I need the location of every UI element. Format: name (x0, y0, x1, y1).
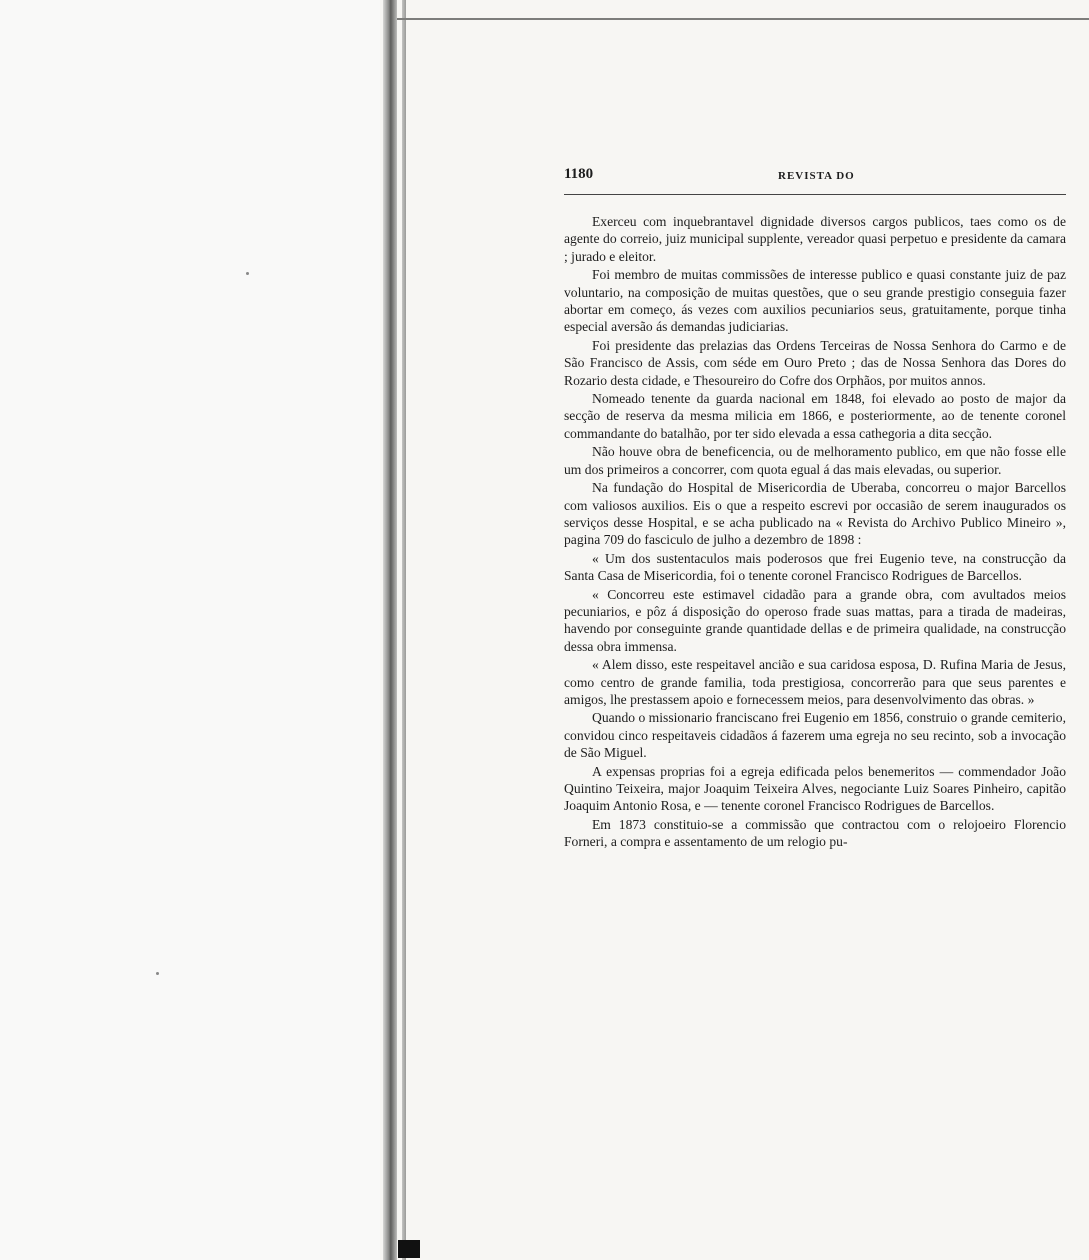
paragraph: Quando o missionario franciscano frei Eugenio em 1856, construio o grande cemiterio, convidou cinco respeitaveis cidadãos á fazerem uma egreja no seu recinto, sob a invocação de São Miguel. (564, 710, 1066, 761)
page-body (564, 213, 1066, 852)
blank-facing-page (0, 0, 380, 1260)
book-spine-inner (402, 0, 406, 1260)
page-header (564, 166, 1066, 194)
paragraph: Em 1873 constituio-se a commissão que contractou com o relojoeiro Florencio Forneri, a compra e assentamento de um relogio pu- (564, 816, 1066, 850)
scan-speck (246, 272, 249, 275)
quote-paragraph: « Concorreu este estimavel cidadão para a grande obra, com avultados meios pecuniarios, e pôz á disposição do operoso frade suas mattas, para a tirada de madeiras, havendo por conseguinte grande quantidade dellas e de primeira qualidade, na construcção dessa obra immensa. (564, 586, 1066, 654)
page-top-edge (397, 18, 1089, 20)
paragraph: Nomeado tenente da guarda nacional em 1848, foi elevado ao posto de major da secção de reserva da mesma milicia em 1866, e posteriormente, ao de tenente coronel commandante do batalhão, por ter sido elevada a essa cathegoria a dita secção. (564, 391, 1066, 441)
book-spine (383, 0, 397, 1260)
paragraph: A expensas proprias foi a egreja edificada pelos benemeritos — commendador João Quintino Teixeira, major Joaquim Teixeira Alves, negociante Luiz Soares Pinheiro, capitão Joaquim Antonio Rosa, e — tenente coronel Francisco Rodrigues de Barcellos. (564, 763, 1066, 814)
quote-paragraph: « Um dos sustentaculos mais poderosos que frei Eugenio teve, na construcção da Santa Casa de Misericordia, foi o tenente coronel Francisco Rodrigues de Barcellos. (564, 550, 1066, 584)
running-title: REVISTA DO (778, 170, 855, 182)
scan-speck (156, 972, 159, 975)
page-number: 1180 (564, 166, 594, 182)
paragraph: Na fundação do Hospital de Misericordia de Uberaba, concorreu o major Barcellos com valiosos auxilios. Eis o que a respeito escrevi por occasião de serem inaugurados os serviços desse Hospital, e se acha publicado na « Revista do Archivo Publico Mineiro », pagina 709 do fasciculo de julho a dezembro de 1898 : (564, 480, 1066, 548)
paragraph: Foi membro de muitas commissões de interesse publico e quasi constante juiz de paz voluntario, na composição de muitas questões, que o seu grande prestigio conseguia fazer abortar em começo, ás vezes com auxilios pecuniarios seus, gratuitamente, porque tinha especial aversão ás demandas judiciarias. (564, 267, 1066, 335)
paragraph: Não houve obra de beneficencia, ou de melhoramento publico, em que não fosse elle um dos primeiros a concorrer, com quota egual á das mais elevadas, ou superior. (564, 444, 1066, 477)
quote-paragraph: « Alem disso, este respeitavel ancião e sua caridosa esposa, D. Rufina Maria de Jesus, como centro de grande familia, toda prestigiosa, concorrerão para que seus parentes e amigos, lhe prestassem apoio e fornecessem meios, para desenvolvimento das obras. » (564, 657, 1066, 707)
header-rule (564, 194, 1066, 195)
paragraph: Foi presidente das prelazias das Ordens Terceiras de Nossa Senhora do Carmo e de São Francisco de Assis, com séde em Ouro Preto ; das de Nossa Senhora das Dores do Rozario desta cidade, e Thesoureiro do Cofre dos Orphãos, por muitos annos. (564, 337, 1066, 388)
spine-mark (398, 1240, 420, 1258)
paragraph: Exerceu com inquebrantavel dignidade diversos cargos publicos, taes como os de agente do correio, juiz municipal supplente, vereador quasi perpetuo e presidente da camara ; jurado e eleitor. (564, 214, 1066, 264)
